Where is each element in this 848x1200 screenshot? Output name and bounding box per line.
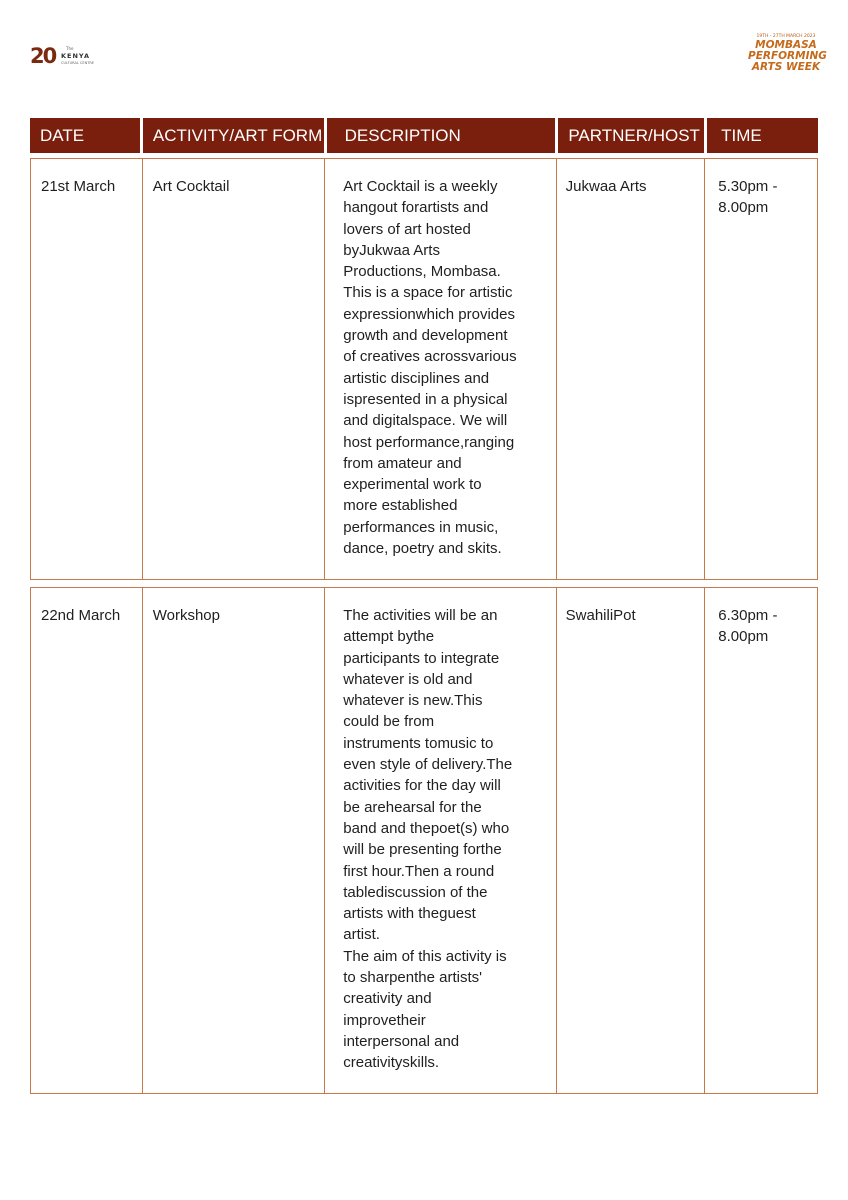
cell-time: 5.30pm - 8.00pm [718, 178, 778, 217]
header-date: DATE [30, 118, 140, 153]
mombasa-arts-week-logo [748, 34, 827, 84]
table-header [30, 118, 818, 153]
logo-line-2: PERFORMING [748, 50, 827, 62]
table-row [30, 587, 818, 1094]
cell-activity: Art Cocktail [143, 159, 326, 579]
header-partner: PARTNER/HOST [558, 118, 704, 153]
header-activity: ACTIVITY/ART FORM [143, 118, 324, 153]
cell-description: The activities will be an attempt bythe participants to integrate whatever is old and whatever is new.This could be from instruments tomusic to even style of delivery.The activities for the day will be arehearsal for the band and thepoet(s) who will be presenting forthe first hour.Then a round tablediscussion of the artists with theguest artist. The aim of this activity is to sharpenthe artists' creativity and improvetheir interpersonal and creativityskills. [325, 588, 556, 1093]
logo-mark: 20 [30, 44, 56, 68]
logo-line-3: ARTS WEEK [751, 61, 821, 73]
logo-line-1: MOMBASA [755, 39, 817, 51]
header-description: DESCRIPTION [327, 118, 556, 153]
header-time: TIME [707, 118, 818, 153]
cell-time: 6.30pm - 8.00pm [718, 607, 778, 646]
logo-tagline: CULTURAL CENTRE [61, 61, 94, 65]
cell-activity: Workshop [143, 588, 326, 1093]
cell-partner: Jukwaa Arts [557, 159, 706, 579]
cell-description: Art Cocktail is a weekly hangout forartists and lovers of art hosted byJukwaa Arts Productions, Mombasa. This is a space for artistic expressionwhich provides growth and development of creatives acrossvarious artistic disciplines and ispresented in a physical and digitalspace. We will host performance,ranging from amateur and experimental work to more established performances in music, dance, poetry and skits. [325, 159, 556, 579]
table-row [30, 158, 818, 580]
cell-date: 22nd March [31, 588, 143, 1093]
logo-note: The [66, 46, 74, 51]
cell-partner: SwahiliPot [557, 588, 706, 1093]
kenya-cultural-centre-logo [30, 44, 100, 70]
cell-date: 21st March [31, 159, 143, 579]
logo-name: KENYA [61, 52, 91, 60]
event-dates: 19TH - 27TH MARCH 2023 [756, 34, 816, 39]
